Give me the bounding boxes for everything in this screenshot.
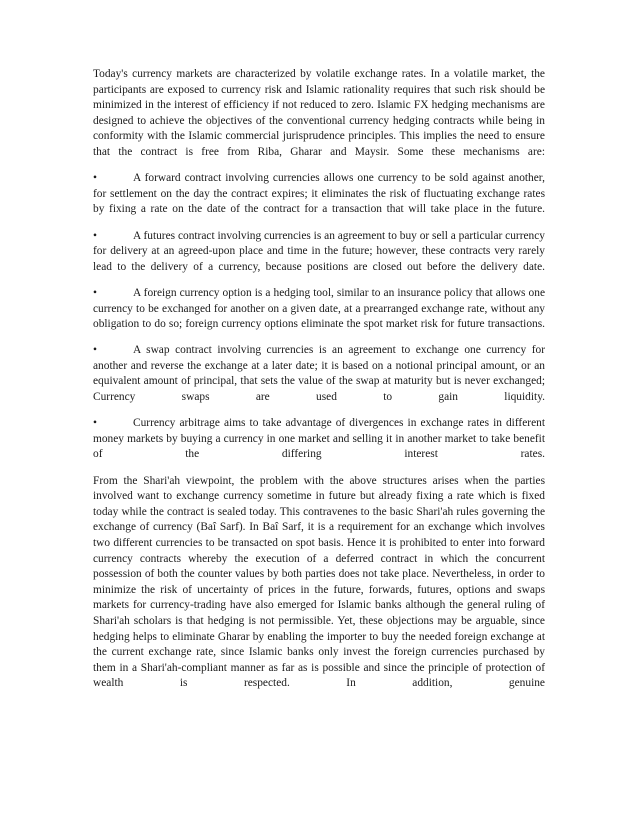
bullet-icon: • [93, 417, 97, 430]
swap-contract-paragraph [93, 343, 545, 405]
paragraph-text: A swap contract involving currencies is an agreement to exchange one currency for another and reverse the exchange at a later date; it is based on a notional principal amount, or an equivalent amount of principal, that sets the value of the swap at maturity but is never exchanged; Currency swaps are used to gain liquidity. [93, 344, 545, 404]
document-page [93, 67, 545, 703]
paragraph-text: Today's currency markets are characterized by volatile exchange rates. In a volatile market, the participants are exposed to currency risk and Islamic rationality requires that such risk should be minimized in the interest of efficiency if not reduced to zero. Islamic FX hedging mechanisms are designed to achieve the objectives of the conventional currency hedging contracts while being in conformity with the Islamic commercial jurisprudence principles. This implies the need to ensure that the contract is free from Riba, Gharar and Maysir. Some these mechanisms are: [93, 68, 545, 158]
paragraph-text: Currency arbitrage aims to take advantage of divergences in exchange rates in different money markets by buying a currency in one market and selling it in another market to take benefit of the differing interest rates. [93, 417, 545, 461]
paragraph-text: A foreign currency option is a hedging tool, similar to an insurance policy that allows one currency to be exchanged for another on a given date, at a prearranged exchange rate, without any obligation to do so; foreign currency options eliminate the spot market risk for future transactions. [93, 286, 545, 331]
bullet-icon: • [93, 286, 97, 299]
futures-contract-paragraph [93, 229, 545, 276]
paragraph-text: From the Shari'ah viewpoint, the problem with the above structures arises when the parties involved want to exchange currency sometime in future but already fixing a rate which is fixed today while the contract is sealed today. This contravenes to the basic Shari'ah rules governing the exchange of currency (Baî Sarf). In Baî Sarf, it is a requirement for an exchange which involves two different currencies to be transacted on spot basis. Hence it is prohibited to enter into forward currency contracts whereby the execution of a deferred contract in which the concurrent possession of both the counter values by both parties does not take place. Nevertheless, in order to minimize the risk of uncertainty of prices in the future, forwards, futures, options and swaps markets for currency-trading have also emerged for Islamic banks although the general ruling of Shari'ah scholars is that hedging is not permissible. Yet, these objections may be arguable, since hedging helps to eliminate Gharar by enabling the importer to buy the needed foreign exchange at the current exchange rate, since Islamic banks only invest the foreign currencies purchased by them in a Shari'ah-compliant manner as far as is possible and since the principle of protection of wealth is respected. In addition, genuine [93, 474, 545, 690]
bullet-icon: • [93, 172, 97, 185]
paragraph-text: A futures contract involving currencies is an agreement to buy or sell a particular currency for delivery at an agreed-upon place and time in the future; however, these contracts very rarely lead to the delivery of a currency, because positions are closed out before the delivery date. [93, 229, 545, 273]
forward-contract-paragraph [93, 171, 545, 218]
currency-option-paragraph [93, 286, 545, 333]
currency-arbitrage-paragraph [93, 416, 545, 463]
bullet-icon: • [93, 229, 97, 242]
bullet-icon: • [93, 344, 97, 357]
paragraph-text: A forward contract involving currencies allows one currency to be sold against another, for settlement on the day the contract expires; it eliminates the risk of fluctuating exchange rates by fixing a rate on the date of the contract for a transaction that will take place in the future. [93, 172, 545, 216]
intro-paragraph [93, 67, 545, 161]
shariah-viewpoint-paragraph [93, 474, 545, 692]
